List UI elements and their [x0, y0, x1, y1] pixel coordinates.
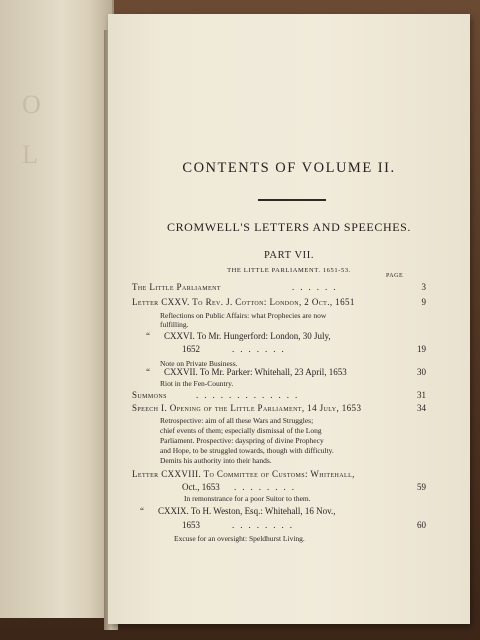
toc-entry-letter-cxxviii[interactable] — [132, 469, 420, 479]
entry-title: CXXVII. To Mr. Parker: Whitehall, 23 April, 1653 — [164, 367, 347, 377]
toc-entry-little-parliament[interactable] — [132, 282, 426, 292]
left-page-show-through: O — [22, 90, 43, 119]
section-heading: CROMWELL'S LETTERS AND SPEECHES. — [166, 220, 412, 234]
toc-entry-summons[interactable] — [132, 390, 426, 400]
entry-title: Letter CXXV. To Rev. J. Cotton: London, 2 Oct., 1651 — [132, 297, 355, 307]
ditto-mark: “ — [140, 506, 144, 516]
page-number: 31 — [417, 390, 426, 400]
page-number: 19 — [417, 344, 426, 354]
entry-title-continued: 1653 — [182, 520, 200, 530]
leader-dots: ............. — [196, 390, 304, 400]
left-page — [0, 0, 114, 618]
toc-entry-letter-cxxv[interactable] — [132, 297, 426, 307]
page-number: 34 — [417, 403, 426, 413]
entry-summary: Retrospective: aim of all these Wars and Struggles; — [160, 416, 314, 425]
page-column-header: PAGE — [386, 273, 404, 279]
entry-summary: Parliament. Prospective: dayspring of divine Prophecy — [160, 436, 324, 445]
entry-summary: Reflections on Public Affairs: what Prophecies are now — [160, 311, 327, 320]
entry-title: CXXIX. To H. Weston, Esq.: Whitehall, 16 Nov., — [158, 506, 336, 516]
entry-title: The Little Parliament — [132, 282, 221, 292]
entry-summary: chief events of them; especially dismissal of the Long — [160, 426, 322, 435]
contents-page — [108, 14, 470, 624]
entry-summary: Note on Private Business. — [160, 359, 238, 368]
entry-title: CXXVI. To Mr. Hungerford: London, 30 July, — [164, 331, 331, 341]
title-rule — [258, 199, 326, 201]
page-number: 60 — [417, 520, 426, 530]
leader-dots: ....... — [232, 344, 290, 354]
entry-summary: Excuse for an oversight: Speldhurst Living. — [174, 534, 305, 543]
left-page-show-through-2: L — [22, 140, 40, 169]
leader-dots: ........ — [234, 482, 300, 492]
toc-entry-speech-i[interactable] — [132, 403, 426, 413]
entry-summary: Demits his authority into their hands. — [160, 456, 272, 465]
entry-title-continued: Oct., 1653 — [182, 482, 220, 492]
entry-title: Summons — [132, 390, 167, 400]
leader-dots: ...... — [292, 282, 342, 292]
entry-title-continued: 1652 — [182, 344, 200, 354]
entry-summary: fulfilling. — [160, 320, 189, 329]
entry-title: Speech I. Opening of the Little Parliament, 14 July, 1653 — [132, 403, 362, 413]
page-number: 30 — [417, 367, 426, 377]
entry-summary: Riot in the Fen-Country. — [160, 379, 234, 388]
page-number: 3 — [421, 282, 426, 292]
part-heading: PART VII. — [263, 250, 315, 261]
page-title: CONTENTS OF VOLUME II. — [182, 160, 396, 176]
page-number: 9 — [421, 297, 426, 307]
ditto-mark: “ — [146, 331, 150, 341]
part-subheading: THE LITTLE PARLIAMENT. 1651-53. — [227, 267, 351, 274]
entry-summary: and Hope, to be struggled towards, though with difficulty. — [160, 446, 334, 455]
entry-title: Letter CXXVIII. To Committee of Customs: Whitehall, — [132, 469, 355, 479]
page-number: 59 — [417, 482, 426, 492]
entry-summary: In remonstrance for a poor Suitor to them. — [184, 494, 311, 503]
leader-dots: ........ — [232, 520, 298, 530]
ditto-mark: “ — [146, 367, 150, 377]
